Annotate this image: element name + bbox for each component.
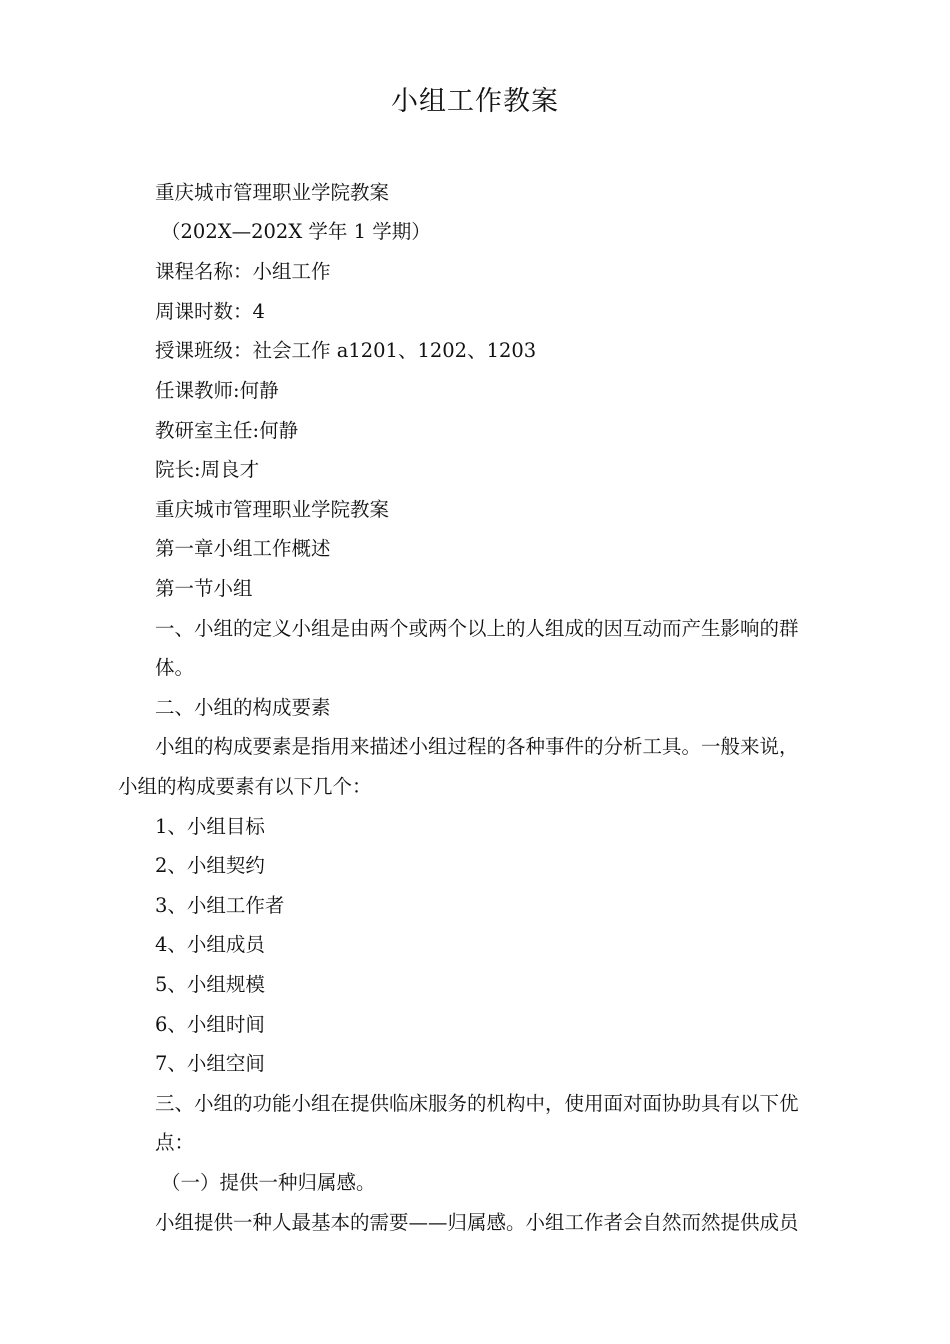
subsection-heading: （一）提供一种归属感。	[161, 1171, 376, 1194]
dean-line: 院长:周良才	[155, 458, 260, 481]
teacher-line: 任课教师:何静	[155, 379, 279, 402]
semester-line: （202X—202X 学年 1 学期）	[161, 220, 431, 243]
institution-heading-repeat: 重庆城市管理职业学院教案	[155, 498, 390, 521]
institution-heading: 重庆城市管理职业学院教案	[155, 181, 390, 204]
elements-heading: 二、小组的构成要素	[155, 696, 331, 719]
list-item: 6、小组时间	[155, 1013, 265, 1036]
course-name-line: 课程名称：小组工作	[155, 260, 331, 283]
belonging-paragraph-line-1: 小组提供一种人最基本的需要——归属感。小组工作者会自然而然提供成员	[155, 1211, 799, 1234]
list-item: 2、小组契约	[155, 854, 265, 877]
section-director-line: 教研室主任:何静	[155, 419, 299, 442]
elements-paragraph-line-2: 小组的构成要素有以下几个：	[118, 775, 372, 798]
definition-paragraph-line-1: 一、小组的定义小组是由两个或两个以上的人组成的因互动而产生影响的群	[155, 617, 799, 640]
section-heading: 第一节小组	[155, 577, 253, 600]
list-item: 3、小组工作者	[155, 894, 285, 917]
elements-paragraph-line-1: 小组的构成要素是指用来描述小组过程的各种事件的分析工具。一般来说，	[155, 735, 799, 758]
classes-line: 授课班级：社会工作 a1201、1202、1203	[155, 339, 537, 362]
list-item: 7、小组空间	[155, 1052, 265, 1075]
list-item: 4、小组成员	[155, 933, 265, 956]
list-item: 1、小组目标	[155, 815, 265, 838]
chapter-heading: 第一章小组工作概述	[155, 537, 331, 560]
function-paragraph-line-1: 三、小组的功能小组在提供临床服务的机构中，使用面对面协助具有以下优	[155, 1092, 799, 1115]
list-item: 5、小组规模	[155, 973, 265, 996]
definition-paragraph-line-2: 体。	[155, 656, 195, 679]
function-paragraph-line-2: 点：	[155, 1131, 195, 1154]
document-title: 小组工作教案	[391, 86, 559, 117]
weekly-hours-line: 周课时数：4	[155, 300, 265, 323]
